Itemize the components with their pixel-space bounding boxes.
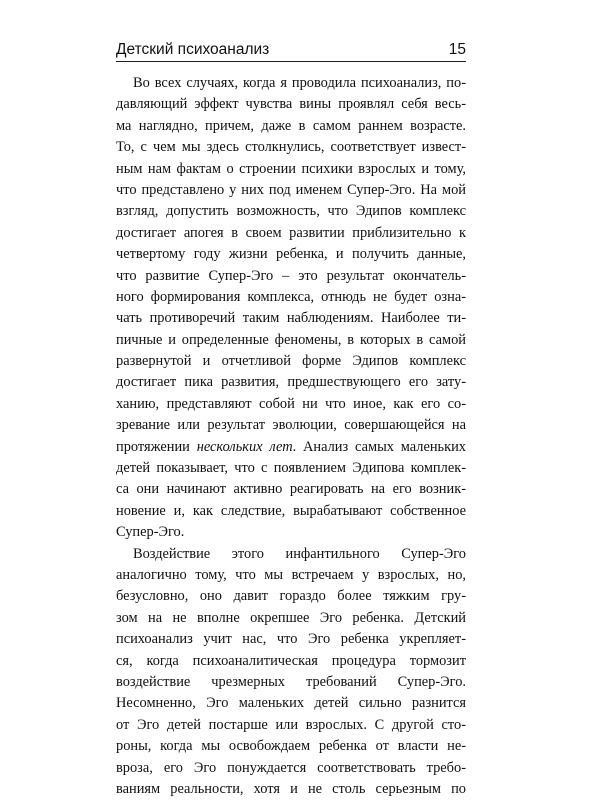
text-line: давляющий эффект чувства вины проявлял себя весь- [116, 96, 466, 113]
text-line: что представлено у них под именем Супер-Эго. На мой [116, 181, 466, 198]
text-fragment: . Анализ самых маленьких [292, 438, 466, 455]
text-line: Супер-Эго. [116, 524, 185, 541]
text-line-with-emphasis [116, 437, 466, 458]
running-head-title: Детский психоанализ [116, 41, 270, 58]
text-line: вроза, его Эго понуждается соответствовать требо- [116, 759, 466, 776]
header-rule [116, 61, 466, 62]
text-line: воздействие чрезмерных требований Супер-Эго. [116, 673, 466, 690]
text-line: ным нам фактам о строении психики взрослых и тому, [116, 160, 466, 177]
text-line: ся, когда психоаналитическая процедура тормозит [116, 652, 466, 669]
text-line: от Эго детей постарше или взрослых. С другой сто- [116, 716, 466, 733]
text-line: ма наглядно, причем, даже в самом раннем возрасте. [116, 117, 466, 134]
text-line: психоанализ учит нас, что Эго ребенка укрепляет- [116, 631, 466, 648]
text-line: ваниям реальности, хотя и не столь серьезным по [116, 780, 466, 797]
text-line: зом на не вполне окрепшее Эго ребенка. Детский [116, 609, 466, 626]
text-line: Во всех случаях, когда я проводила психоанализ, по- [133, 75, 466, 91]
text-line: новение и, как следствие, вырабатывают собственное [116, 502, 466, 519]
text-line: зревание или результат эволюции, совершающейся на [116, 417, 466, 434]
text-line: ханию, представляют собой ни что иное, как его со- [116, 395, 466, 412]
text-line: роны, когда мы освобождаем ребенка от власти не- [116, 738, 466, 755]
running-head [116, 39, 466, 61]
text-line: Воздействие этого инфантильного Супер-Эго [133, 545, 466, 562]
text-line: пичные и определенные феномены, в которых в самой [116, 331, 466, 348]
text-line: са они начинают активно реагировать на его возник- [116, 481, 466, 498]
text-line: чать противоречий таким наблюдениям. Наиболее ти- [116, 310, 466, 327]
text-line: детей показывает, что с появлением Эдипова комплек- [116, 460, 466, 477]
text-line: ного формирования комплекса, отнюдь не будет озна- [116, 288, 466, 305]
text-fragment: протяжении [116, 438, 197, 455]
text-line: аналогично тому, что мы встречаем у взрослых, но, [116, 566, 466, 583]
text-line: достигает апогея в своем развитии приблизительно к [116, 224, 466, 241]
page-number: 15 [448, 41, 466, 58]
text-line: что развитие Супер-Эго – это результат окончатель- [116, 267, 466, 284]
text-line: четвертому году жизни ребенка, и получить данные, [116, 246, 466, 263]
text-line: Несомненно, Эго маленьких детей сильно разнится [116, 695, 466, 712]
text-line: взгляд, допустить возможность, что Эдипов комплекс [116, 203, 466, 220]
text-line: достигает пика развития, предшествующего его зату- [116, 374, 466, 391]
body-text [116, 73, 466, 800]
emphasized-phrase: нескольких лет [196, 438, 293, 455]
text-line: развернутой и отчетливой форме Эдипов комплекс [116, 353, 466, 370]
text-line: То, с чем мы здесь столкнулись, соответствует извест- [116, 139, 466, 156]
text-line: безусловно, оно давит гораздо более тяжким гру- [116, 588, 466, 605]
